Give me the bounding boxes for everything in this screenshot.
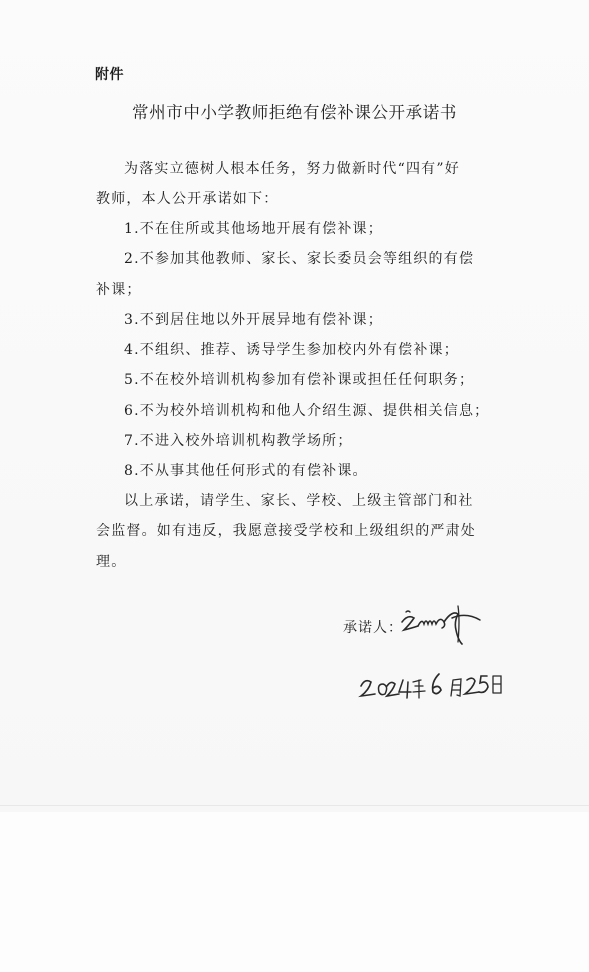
commitment-item-continuation: 补课；: [96, 282, 142, 298]
closing-line-1: 以上承诺，请学生、家长、学校、上级主管部门和社: [124, 493, 474, 509]
commitment-item: 4.不组织、推荐、诱导学生参加校内外有偿补课；: [124, 342, 459, 358]
closing-line-3: 理。: [96, 554, 127, 570]
attachment-label: 附件: [95, 67, 124, 83]
commitment-item: 7.不进入校外培训机构教学场所；: [124, 433, 353, 449]
handwritten-signature: [396, 600, 488, 648]
handwritten-date: [355, 666, 505, 706]
commitment-item: 8.不从事其他任何形式的有偿补课。: [124, 463, 368, 479]
closing-line-2: 会监督。如有违反，我愿意接受学校和上级组织的严肃处: [96, 523, 476, 539]
commitment-item: 2.不参加其他教师、家长、家长委员会等组织的有偿: [124, 251, 475, 267]
commitment-item: 5.不在校外培训机构参加有偿补课或担任任何职务；: [124, 372, 475, 388]
scan-edge-line: [0, 805, 589, 806]
document-title: 常州市中小学教师拒绝有偿补课公开承诺书: [132, 103, 457, 122]
signer-label: 承诺人：: [343, 620, 403, 636]
commitment-item: 3.不到居住地以外开展异地有偿补课；: [124, 312, 383, 328]
commitment-item: 1.不在住所或其他场地开展有偿补课；: [124, 221, 383, 237]
intro-line-1: 为落实立德树人根本任务，努力做新时代“四有”好: [124, 161, 460, 177]
intro-line-2: 教师，本人公开承诺如下：: [96, 191, 279, 207]
commitment-item: 6.不为校外培训机构和他人介绍生源、提供相关信息；: [124, 403, 490, 419]
